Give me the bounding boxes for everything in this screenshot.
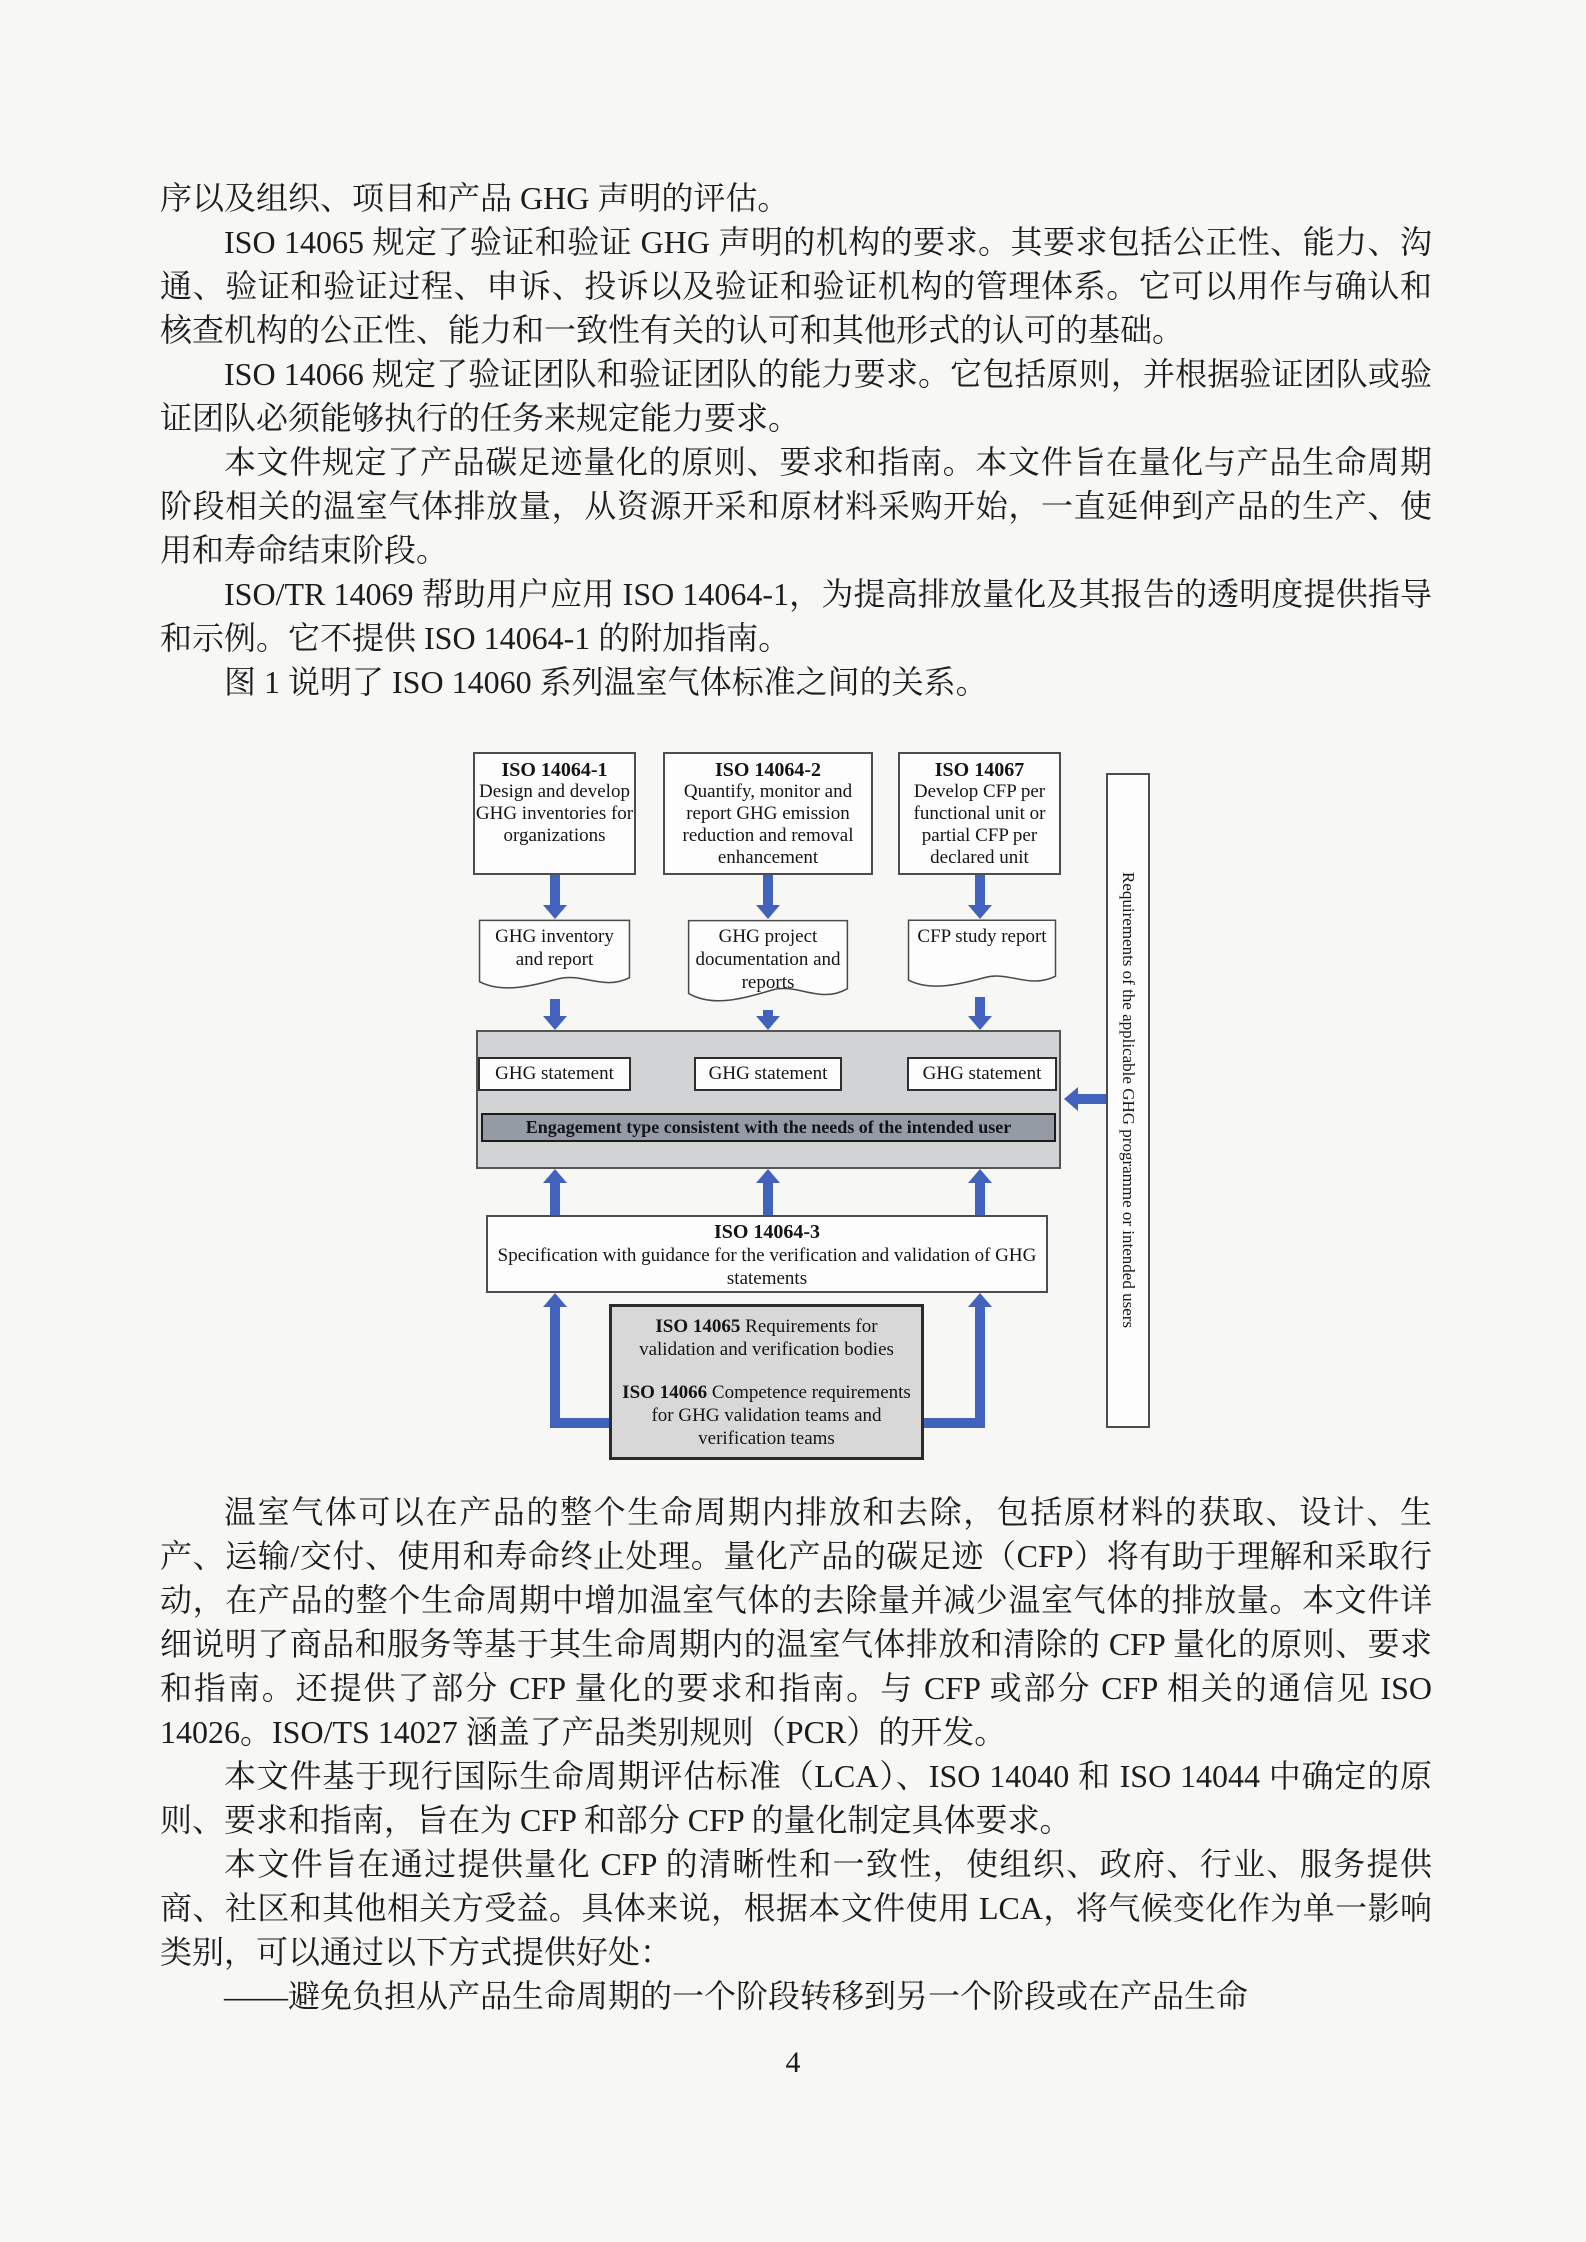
ghg-statement-box: GHG statement	[478, 1057, 631, 1091]
flow-arrow-down-icon	[543, 999, 567, 1030]
figure-iso-14060-relationships	[473, 752, 1153, 1464]
standard-code: ISO 14066	[622, 1382, 708, 1403]
paragraph: ISO 14065 规定了验证和验证 GHG 声明的机构的要求。其要求包括公正性、能力、沟通、验证和验证过程、申诉、投诉以及验证和验证机构的管理体系。它可以用作与确认和核查机构的公正性、能力和一致性有关的认可和其他形式的认可的基础。	[160, 224, 1432, 348]
flow-arrow-up-icon	[968, 1169, 992, 1215]
doc-label: GHG inventory and report	[495, 926, 614, 970]
paragraph: 本文件旨在通过提供量化 CFP 的清晰性和一致性，使组织、政府、行业、服务提供商、社区和其他相关方受益。具体来说，根据本文件使用 LCA，将气候变化作为单一影响类别，可以通过以下方式提供好处：	[160, 1846, 1432, 1970]
doc-label: CFP study report	[917, 926, 1047, 947]
box-body: Develop CFP per functional unit or partial CFP per declared unit	[913, 781, 1046, 868]
box-body: Specification with guidance for the verification and validation of GHG statements	[497, 1245, 1037, 1289]
box-body: Design and develop GHG inventories for organizations	[475, 781, 634, 846]
paragraph: ISO/TR 14069 帮助用户应用 ISO 14064-1，为提高排放量化及其报告的透明度提供指导和示例。它不提供 ISO 14064-1 的附加指南。	[160, 576, 1432, 656]
standard-text: Competence requirements for GHG validation teams and verification teams	[651, 1382, 911, 1449]
doc-ghg-inventory-report	[478, 919, 631, 999]
doc-label: GHG project documentation and reports	[695, 926, 841, 993]
doc-cfp-study-report	[907, 919, 1057, 997]
standard-code: ISO 14065	[655, 1316, 741, 1337]
flow-arrow-down-icon	[968, 997, 992, 1030]
elbow-arrow-up-icon	[968, 1293, 992, 1428]
statements-panel	[476, 1030, 1061, 1169]
page-number: 4	[785, 2046, 801, 2079]
elbow-connector	[550, 1418, 609, 1428]
box-iso-14064-2	[663, 752, 873, 875]
flow-arrow-up-icon	[543, 1169, 567, 1215]
paragraph: 图 1 说明了 ISO 14060 系列温室气体标准之间的关系。	[224, 664, 988, 700]
flow-arrow-left-icon	[1064, 1087, 1106, 1111]
doc-ghg-project-documentation	[687, 919, 849, 1014]
box-title: ISO 14064-3	[713, 1221, 821, 1243]
paragraph: ISO 14066 规定了验证团队和验证团队的能力要求。它包括原则，并根据验证团队或验证团队必须能够执行的任务来规定能力要求。	[160, 356, 1432, 436]
ghg-statement-box: GHG statement	[907, 1057, 1057, 1091]
flow-arrow-down-icon	[968, 875, 992, 919]
ghg-statement-box: GHG statement	[694, 1057, 842, 1091]
engagement-type-bar: Engagement type consistent with the needs of the intended user	[481, 1113, 1056, 1142]
box-body: Quantify, monitor and report GHG emission reduction and removal enhancement	[682, 781, 854, 868]
bodies-line-1	[618, 1315, 915, 1361]
body-text-top	[160, 176, 1432, 704]
box-iso-14067	[898, 752, 1061, 875]
elbow-connector	[924, 1418, 985, 1428]
elbow-arrow-up-icon	[543, 1293, 567, 1428]
box-title: ISO 14064-1	[501, 759, 608, 781]
paragraph: 本文件基于现行国际生命周期评估标准（LCA）、ISO 14040 和 ISO 14044 中确定的原则、要求和指南，旨在为 CFP 和部分 CFP 的量化制定具体要求。	[160, 1758, 1432, 1838]
flow-arrow-up-icon	[756, 1169, 780, 1215]
box-iso-14064-1	[473, 752, 636, 875]
flow-arrow-down-icon	[543, 875, 567, 919]
paragraph: 本文件规定了产品碳足迹量化的原则、要求和指南。本文件旨在量化与产品生命周期阶段相关的温室气体排放量，从资源开采和原材料采购开始，一直延伸到产品的生产、使用和寿命结束阶段。	[160, 444, 1432, 568]
paragraph: 温室气体可以在产品的整个生命周期内排放和去除，包括原材料的获取、设计、生产、运输/交付、使用和寿命终止处理。量化产品的碳足迹（CFP）将有助于理解和采取行动，在产品的整个生命周期中增加温室气体的去除量并减少温室气体的排放量。本文件详细说明了商品和服务等基于其生命周期内的温室气体排放和清除的 CFP 量化的原则、要求和指南。还提供了部分 CFP 量化的要求和指南。与 CFP 或部分 CFP 相关的通信见 ISO 14026。ISO/TS 14027 涵盖了产品类别规则（PCR）的开发。	[160, 1494, 1432, 1750]
box-iso-14065-14066	[609, 1304, 924, 1460]
flow-arrow-down-icon	[756, 875, 780, 919]
box-iso-14064-3	[486, 1215, 1048, 1293]
sidebar-ghg-programme-requirements: Requirements of the applicable GHG programme or intended users	[1106, 773, 1150, 1428]
box-title: ISO 14067	[934, 759, 1025, 781]
standard-text: Requirements for validation and verification bodies	[639, 1316, 894, 1360]
box-title: ISO 14064-2	[714, 759, 822, 781]
paragraph: 序以及组织、项目和产品 GHG 声明的评估。	[160, 180, 790, 216]
body-text-bottom	[160, 1490, 1432, 2018]
bodies-line-2	[618, 1381, 915, 1450]
flow-arrow-down-icon	[756, 1010, 780, 1030]
paragraph: ——避免负担从产品生命周期的一个阶段转移到另一个阶段或在产品生命	[224, 1978, 1249, 2014]
